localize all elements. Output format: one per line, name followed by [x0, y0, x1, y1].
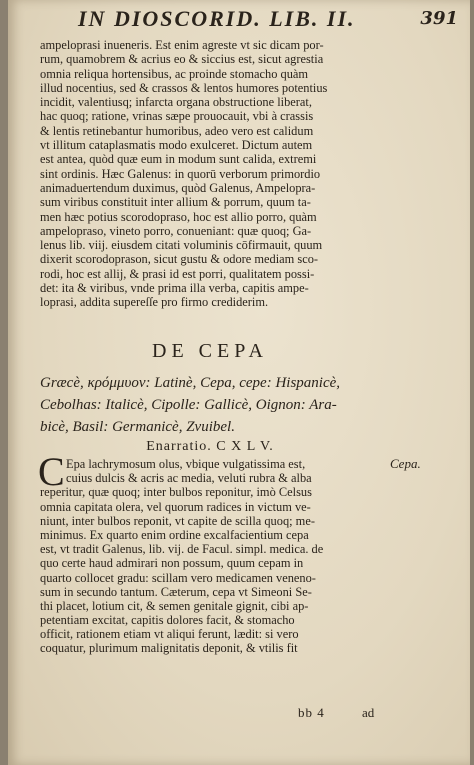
signature-mark: bb 4	[298, 705, 325, 720]
plant-names-block	[40, 372, 385, 438]
text-line: vt illitum cataplasmatis modo exulceret. Dictum autem	[40, 138, 313, 153]
text-line: quarto collocet gradu: scillam vero medicamen veneno-	[40, 570, 316, 585]
text-line: det: ita & viribus, vnde prima illa verba, capitis ampe-	[40, 281, 309, 296]
text-line: dixerit scorodoprason, sicut gustu & odore mediam sco-	[40, 252, 319, 267]
text-line: est antea, quòd quæ eum in modum sunt calida, extremi	[40, 152, 317, 167]
text-line: rum, quamobrem & acrius eo & siccius est, sicut agrestia	[40, 52, 324, 67]
catchword: ad	[362, 705, 375, 720]
text-line: sum in secundo tantum. Cæterum, cepa vt Simeoni Se-	[40, 584, 312, 599]
text-line: officit, rationem etiam vt aliqui ferunt, lædit: si vero	[40, 627, 299, 642]
text-line: thi placet, lotium cit, & semen genitale gignit, cibi ap-	[40, 598, 309, 613]
text-line: illud nocentius, sed & crassos & lentos humores potentius	[40, 80, 328, 95]
names-line: Cebolhas: Italicè, Cipolle: Gallicè, Oignon: Ara-	[40, 397, 337, 413]
drop-cap: C	[38, 449, 65, 494]
text-line: coquatur, plurimum malignitatis deponit, & vtilis fit	[40, 641, 298, 656]
text-line: quo certe haud admirari non possum, quum cepam in	[40, 556, 304, 571]
text-line: incidit, valentiusq; infarcta organa obstructione liberat,	[40, 95, 312, 110]
folio-number: 391	[420, 8, 458, 29]
text-line: Epa lachrymosum olus, vbique vulgatissima est,	[66, 457, 306, 471]
book-page	[8, 0, 470, 765]
enarratio-heading: Enarratio. C X L V.	[146, 439, 274, 454]
top-text-block	[40, 38, 380, 310]
text-line: est, vt tradit Galenus, lib. vij. de Facul. simpl. medica. de	[40, 542, 324, 557]
text-line: niunt, inter bulbos reponit, vt capite de scilla quoq; me-	[40, 513, 315, 528]
text-line: sint ordinis. Hæc Galenus: in quorū verborum primordio	[40, 166, 321, 181]
text-line: animaduertendum duximus, quòd Galenus, Ampelopra-	[40, 180, 316, 195]
text-line: rodi, hoc est allij, & prasi id est porri, qualitatem possi-	[40, 266, 315, 281]
names-line: Græcè, κρόμμυον: Latinè, Cepa, cepe: Hispanicè,	[40, 375, 341, 391]
text-line: & lentis retinebantur humoribus, adeo vero est calidum	[40, 123, 314, 138]
section-title: DE CEPA	[152, 340, 268, 362]
names-line: bicè, Basil: Germanicè, Zvuibel.	[40, 419, 235, 435]
text-line: sum viribus constituit inter allium & porrum, quum ta-	[40, 195, 311, 210]
running-head	[78, 6, 458, 34]
text-line: petentiam excitat, capitis dolores facit, & stomacho	[40, 613, 295, 628]
text-line: loprasi, addita supereſſe pro firmo crediderim.	[40, 295, 269, 310]
text-line: lenus lib. viij. eiusdem citati voluminis cōfirmauit, quum	[40, 238, 323, 253]
text-line: hac quoq; ratione, vrinas sæpe prouocauit, vbi à crassis	[40, 109, 314, 124]
margin-note: Cepa.	[390, 456, 421, 471]
text-line: omnia capitata olera, vel quorum radices in victum ve-	[40, 499, 311, 514]
text-line: omnia reliqua hortensibus, ac proinde stomacho quàm	[40, 66, 309, 81]
text-line: ampeloprasi inueneris. Est enim agreste vt sic dicam por-	[40, 38, 324, 52]
text-line: cuius dulcis & acris ac media, veluti rubra & alba	[66, 471, 312, 486]
text-line: minimus. Ex quarto enim ordine excalfacientium cepa	[40, 527, 309, 542]
text-line: reperitur, quæ quoq; inter bulbos reponitur, imò Celsus	[40, 485, 312, 500]
text-line: men hæc potius scorodopraso, hoc est allio porro, quàm	[40, 209, 317, 224]
text-line: ampeloprasо, vineto porro, conueniant: quæ quoq; Ga-	[40, 223, 312, 238]
running-title: IN DIOSCORID. LIB. II.	[78, 6, 356, 31]
body-text-block	[40, 457, 385, 656]
